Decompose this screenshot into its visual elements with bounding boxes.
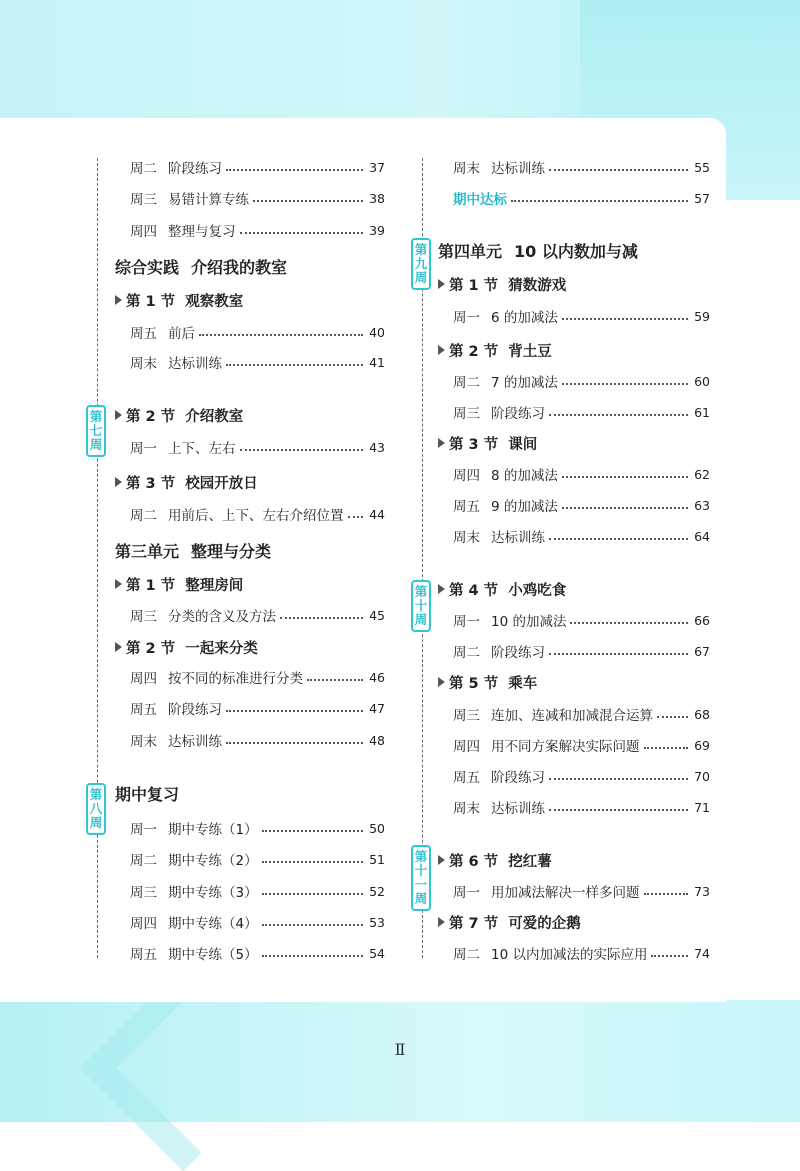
entry-title: 整理与复习 [168,224,236,240]
entry-title: 期中专练（3） [168,885,258,901]
leader-dots [262,893,363,895]
entry-page: 71 [694,799,710,815]
entry-page: 61 [694,404,710,420]
leader-dots [199,334,363,336]
toc-entry[interactable] [438,941,710,965]
entry-page: 66 [694,612,710,628]
leader-dots [562,318,688,320]
leader-dots [562,383,688,385]
toc-entry[interactable] [438,702,710,726]
triangle-bullet-icon [115,642,122,652]
toc-entry[interactable] [115,435,385,459]
entry-page: 67 [694,643,710,659]
leader-dots [549,653,688,655]
entry-page: 53 [369,914,385,930]
leader-dots [262,830,363,832]
entry-page: 59 [694,308,710,324]
toc-entry[interactable] [438,155,710,179]
week-tab-char: 周 [414,270,428,285]
section-heading[interactable]: 第 5 节 乘车 [438,670,537,694]
toc-entry[interactable] [438,524,710,548]
left-guide-line [97,158,98,958]
entry-page: 74 [694,945,710,961]
toc-entry[interactable] [115,186,385,210]
entry-title: 8 的加减法 [491,468,558,484]
entry-title: 7 的加减法 [491,375,558,391]
entry-day: 周一 [130,441,157,457]
entry-day: 周二 [453,375,480,391]
toc-entry[interactable] [438,764,710,788]
entry-day: 周五 [453,499,480,515]
entry-day: 周四 [453,739,480,755]
toc-entry[interactable] [438,369,710,393]
week-tab-char: 第 [414,849,428,864]
entry-page: 54 [369,945,385,961]
toc-entry[interactable] [115,350,385,374]
entry-page: 38 [369,190,385,206]
leader-dots [253,200,363,202]
entry-page: 70 [694,768,710,784]
section-heading[interactable]: 第 4 节 小鸡吃食 [438,577,566,601]
entry-page: 41 [369,354,385,370]
toc-entry[interactable] [438,639,710,663]
week-tab-char: 第 [414,584,428,599]
week-tab-char: 周 [414,612,428,627]
entry-title: 10 的加减法 [491,614,567,630]
entry-day: 周三 [453,708,480,724]
toc-entry[interactable] [438,304,710,328]
triangle-bullet-icon [438,345,445,355]
section-heading[interactable]: 第 3 节 校园开放日 [115,470,258,494]
entry-day: 周五 [130,947,157,963]
leader-dots [280,617,363,619]
leader-dots [562,476,688,478]
entry-title: 用不同方案解决实际问题 [491,739,640,755]
leader-dots [549,538,688,540]
section-heading[interactable]: 第 7 节 可爱的企鹅 [438,910,581,934]
leader-dots [226,710,363,712]
unit-heading-practice[interactable]: 综合实践 介绍我的教室 [115,257,288,277]
leader-dots [240,232,364,234]
entry-title: 达标训练 [168,356,222,372]
toc-entry[interactable] [115,696,385,720]
entry-title: 上下、左右 [168,441,236,457]
unit-heading-midterm-review[interactable]: 期中复习 [115,784,180,804]
toc-entry[interactable] [115,728,385,752]
entry-day: 周四 [130,671,157,687]
week-tab-char: 第 [89,787,103,802]
entry-day: 周末 [453,801,480,817]
entry-day: 周五 [453,770,480,786]
entry-day: 周末 [130,734,157,750]
leader-dots [549,809,688,811]
toc-entry[interactable] [438,608,710,632]
entry-title: 达标训练 [168,734,222,750]
toc-entry[interactable] [115,665,385,689]
entry-day: 周五 [130,702,157,718]
week-tab-9 [411,238,431,290]
entry-title: 易错计算专练 [168,192,249,208]
week-tab-char: 一 [414,877,428,892]
entry-title: 期中专练（2） [168,853,258,869]
entry-page: 51 [369,851,385,867]
entry-day: 周二 [130,161,157,177]
entry-title: 期中达标 [453,192,507,208]
leader-dots [307,679,363,681]
entry-title: 6 的加减法 [491,310,558,326]
leader-dots [549,414,688,416]
week-tab-char: 周 [89,437,103,452]
toc-entry[interactable] [115,879,385,903]
entry-title: 期中专练（1） [168,822,258,838]
entry-day: 周四 [453,468,480,484]
week-tab-char: 周 [414,891,428,906]
entry-title: 达标训练 [491,161,545,177]
entry-day: 周二 [453,645,480,661]
entry-day: 周末 [453,530,480,546]
toc-entry[interactable] [115,502,385,526]
entry-day: 周一 [453,885,480,901]
leader-dots [651,955,688,957]
entry-page: 37 [369,159,385,175]
section-heading[interactable]: 第 1 节 整理房间 [115,572,243,596]
leader-dots [644,893,689,895]
section-heading[interactable]: 第 1 节 猜数游戏 [438,272,566,296]
leader-dots [262,861,363,863]
leader-dots [511,200,688,202]
section-heading[interactable]: 第 1 节 观察教室 [115,288,243,312]
section-heading[interactable]: 第 2 节 一起来分类 [115,635,258,659]
toc-entry[interactable] [115,847,385,871]
entry-day: 周四 [130,224,157,240]
entry-day: 周一 [130,822,157,838]
triangle-bullet-icon [115,579,122,589]
toc-entry[interactable] [438,493,710,517]
entry-day: 周三 [453,406,480,422]
leader-dots [240,449,364,451]
entry-title: 阶段练习 [168,161,222,177]
entry-title: 阶段练习 [491,645,545,661]
entry-page: 69 [694,737,710,753]
toc-entry[interactable] [115,155,385,179]
week-tab-char: 第 [414,242,428,257]
entry-day: 周二 [453,947,480,963]
section-heading[interactable]: 第 6 节 挖红薯 [438,848,552,872]
triangle-bullet-icon [438,855,445,865]
entry-day: 周末 [130,356,157,372]
toc-entry[interactable] [438,400,710,424]
entry-page: 73 [694,883,710,899]
entry-day: 周二 [130,508,157,524]
entry-title: 用加减法解决一样多问题 [491,885,640,901]
leader-dots [226,169,363,171]
week-tab-char: 八 [89,801,103,816]
week-tab-char: 九 [414,256,428,271]
leader-dots [562,507,688,509]
entry-title: 9 的加减法 [491,499,558,515]
entry-day: 周三 [130,885,157,901]
leader-dots [657,716,688,718]
entry-title: 达标训练 [491,801,545,817]
entry-title: 阶段练习 [491,406,545,422]
toc-entry[interactable] [115,816,385,840]
entry-day: 周三 [130,192,157,208]
entry-day: 周末 [453,161,480,177]
leader-dots [570,622,688,624]
entry-title: 达标训练 [491,530,545,546]
triangle-bullet-icon [438,584,445,594]
leader-dots [226,364,363,366]
leader-dots [262,955,363,957]
toc-entry[interactable] [438,795,710,819]
week-tab-7 [86,405,106,457]
week-tab-8 [86,783,106,835]
entry-title: 用前后、上下、左右介绍位置 [168,508,344,524]
entry-day: 周一 [453,310,480,326]
entry-title: 连加、连减和加减混合运算 [491,708,653,724]
entry-day: 周二 [130,853,157,869]
entry-page: 47 [369,700,385,716]
leader-dots [549,778,688,780]
toc-entry[interactable] [115,910,385,934]
leader-dots [348,516,364,518]
toc-entry[interactable] [438,733,710,757]
entry-page: 63 [694,497,710,513]
week-tab-char: 十 [414,598,428,613]
triangle-bullet-icon [438,677,445,687]
entry-page: 60 [694,373,710,389]
week-tab-char: 十 [414,863,428,878]
entry-page: 50 [369,820,385,836]
page-number: Ⅱ [394,1040,406,1059]
entry-page: 46 [369,669,385,685]
triangle-bullet-icon [115,477,122,487]
unit-heading-4[interactable]: 第四单元 10 以内数加与减 [438,241,638,261]
entry-day: 周一 [453,614,480,630]
section-heading[interactable]: 第 2 节 介绍教室 [115,403,243,427]
entry-day: 周四 [130,916,157,932]
triangle-bullet-icon [438,917,445,927]
toc-entry[interactable] [115,941,385,965]
entry-page: 64 [694,528,710,544]
toc-entry[interactable] [438,462,710,486]
section-heading[interactable]: 第 3 节 课间 [438,431,537,455]
entry-page: 68 [694,706,710,722]
triangle-bullet-icon [115,410,122,420]
entry-page: 39 [369,222,385,238]
week-tab-char: 第 [89,409,103,424]
entry-page: 45 [369,607,385,623]
entry-page: 48 [369,732,385,748]
toc-entry[interactable] [115,320,385,344]
entry-title: 期中专练（4） [168,916,258,932]
entry-page: 40 [369,324,385,340]
entry-title: 期中专练（5） [168,947,258,963]
week-tab-char: 七 [89,423,103,438]
toc-entry[interactable] [438,879,710,903]
entry-page: 43 [369,439,385,455]
entry-title: 分类的含义及方法 [168,609,276,625]
toc-entry-midterm-test[interactable] [438,186,710,210]
entry-page: 62 [694,466,710,482]
triangle-bullet-icon [115,295,122,305]
toc-entry[interactable] [115,603,385,627]
triangle-bullet-icon [438,279,445,289]
unit-heading-3[interactable]: 第三单元 整理与分类 [115,541,272,561]
entry-page: 44 [369,506,385,522]
entry-title: 阶段练习 [491,770,545,786]
entry-title: 按不同的标准进行分类 [168,671,303,687]
week-tab-10 [411,580,431,632]
entry-day: 周五 [130,326,157,342]
leader-dots [226,742,363,744]
entry-page: 57 [694,190,710,206]
triangle-bullet-icon [438,438,445,448]
entry-day: 周三 [130,609,157,625]
leader-dots [549,169,688,171]
entry-title: 前后 [168,326,195,342]
week-tab-char: 周 [89,815,103,830]
leader-dots [644,747,689,749]
toc-entry[interactable] [115,218,385,242]
entry-title: 10 以内加减法的实际应用 [491,947,648,963]
entry-page: 55 [694,159,710,175]
section-heading[interactable]: 第 2 节 背土豆 [438,338,552,362]
entry-title: 阶段练习 [168,702,222,718]
leader-dots [262,924,363,926]
week-tab-11 [411,845,431,911]
entry-page: 52 [369,883,385,899]
